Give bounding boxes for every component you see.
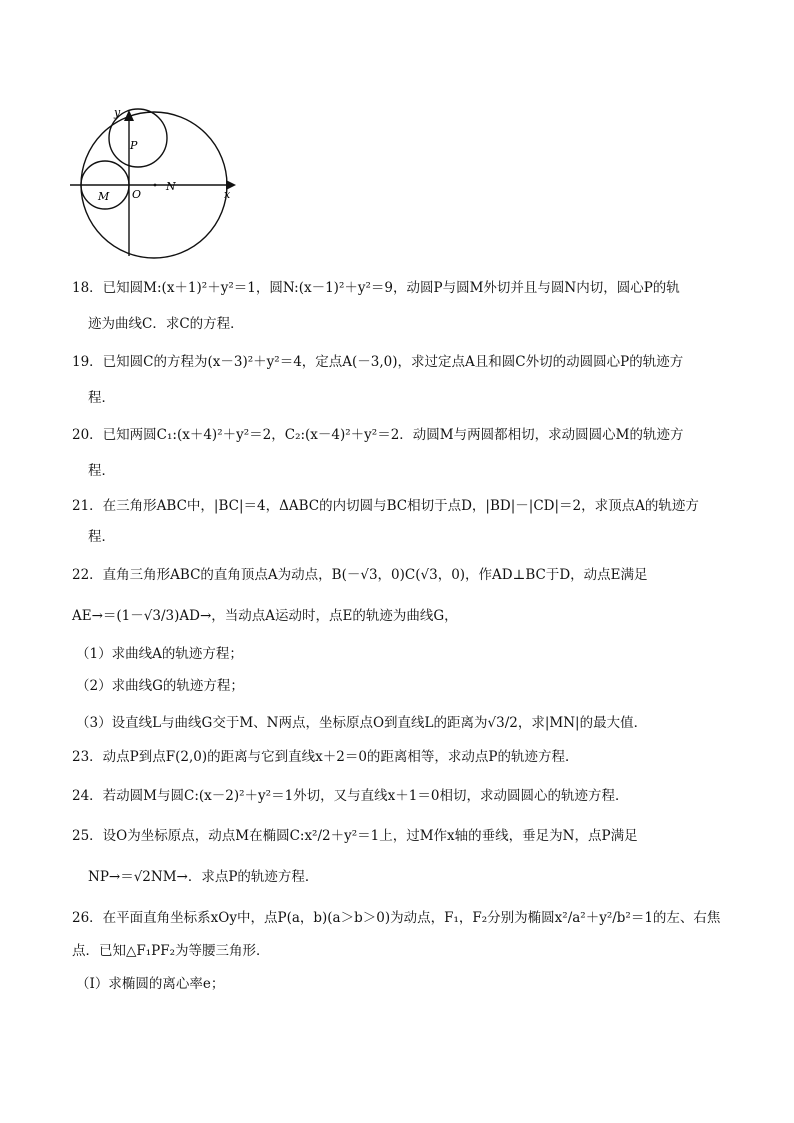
q22-line2: AE→＝(1－√3/3)AD→，当动点A运动时，点E的轨迹为曲线G，: [72, 608, 458, 624]
q23-line1: 23．动点P到点F(2,0)的距离与它到直线x＋2＝0的距离相等，求动点P的轨迹方程．: [72, 749, 579, 765]
x-label: x: [224, 188, 231, 201]
q21-line2: 程．: [88, 529, 115, 545]
q22-part1: （1）求曲线A的轨迹方程；: [76, 646, 243, 662]
q22-line1: 22．直角三角形ABC的直角顶点A为动点，B(－√3，0)C(√3，0)，作AD⊥BC于D，动点E满足: [72, 567, 648, 583]
n-label: N: [166, 180, 176, 193]
q19-line1: 19．已知圆C的方程为(x－3)²＋y²＝4，定点A(－3,0)，求过定点A且和圆C外切的动圆圆心P的轨迹方: [72, 354, 684, 370]
q24-line1: 24．若动圆M与圆C:(x－2)²＋y²＝1外切，又与直线x＋1＝0相切，求动圆圆心的轨迹方程．: [72, 788, 629, 804]
q26-part1: （Ⅰ）求椭圆的离心率e；: [76, 976, 225, 992]
q20-line2: 程．: [88, 463, 115, 479]
o-label: O: [132, 188, 142, 201]
q26-line2: 点．已知△F₁PF₂为等腰三角形．: [72, 943, 270, 959]
n-center-dot: [154, 184, 157, 187]
q20-line1: 20．已知两圆C₁:(x＋4)²＋y²＝2，C₂:(x－4)²＋y²＝2．动圆M与两圆都相切，求动圆圆心M的轨迹方: [72, 427, 684, 443]
q18-line1: 18．已知圆M:(x＋1)²＋y²＝1，圆N:(x－1)²＋y²＝9，动圆P与圆M外切并且与圆N内切，圆心P的轨: [72, 280, 680, 296]
y-label: y: [114, 106, 121, 119]
q22-part2: （2）求曲线G的轨迹方程；: [76, 678, 244, 694]
q25-line1: 25．设O为坐标原点，动点M在椭圆C:x²/2＋y²＝1上，过M作x轴的垂线，垂足为N，点P满足: [72, 828, 638, 844]
q21-line1: 21．在三角形ABC中，|BC|＝4，ΔABC的内切圆与BC相切于点D，|BD|－|CD|＝2，求顶点A的轨迹方: [72, 498, 699, 514]
q26-line1: 26．在平面直角坐标系xOy中，点P(a，b)(a＞b＞0)为动点，F₁，F₂分别为椭圆x²/a²＋y²/b²＝1的左、右焦: [72, 910, 721, 926]
q22-part3: （3）设直线L与曲线G交于M、N两点，坐标原点O到直线L的距离为√3/2，求|MN|的最大值．: [76, 715, 648, 731]
p-label: P: [130, 139, 138, 152]
q19-line2: 程．: [88, 390, 115, 406]
q25-line2: NP→＝√2NM→．求点P的轨迹方程．: [88, 869, 319, 885]
m-label: M: [98, 190, 110, 203]
q18-line2: 迹为曲线C．求C的方程．: [88, 316, 244, 332]
circle-figure: [66, 100, 246, 260]
